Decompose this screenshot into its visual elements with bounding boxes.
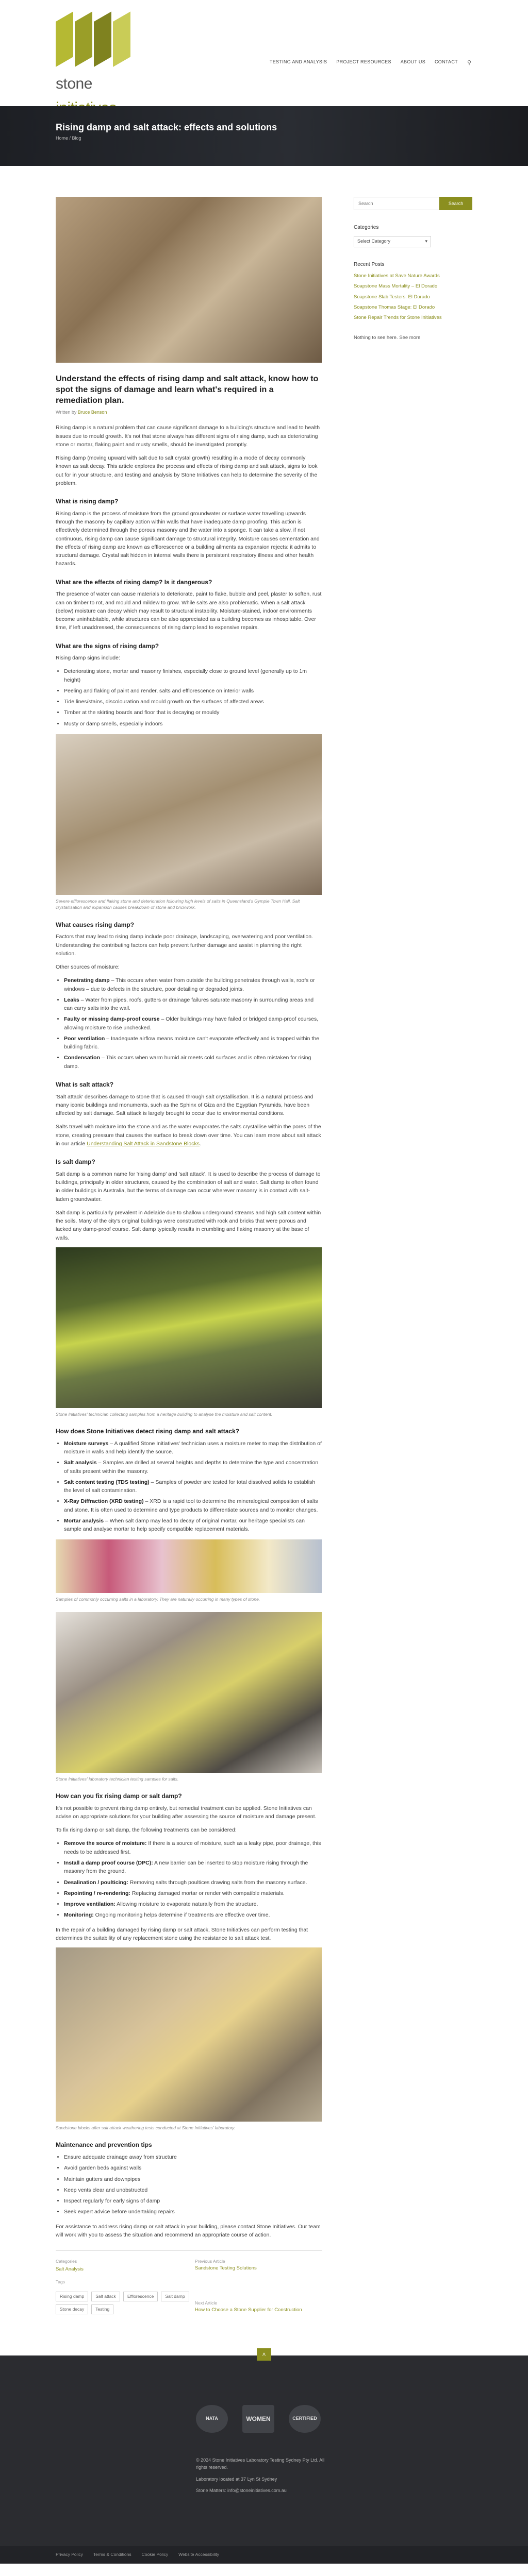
list-item: • Penetrating damp – This occurs when water from outside the building penetrates through walls, roofs or windows – due to defects in the structure, poor detailing or degraded joints. [64,976,322,993]
list-item [354,294,472,300]
signs-list [64,667,322,728]
search-button[interactable]: Search [439,197,472,210]
site-header [0,0,528,106]
sidebar-heading: Recent Posts [354,261,385,267]
list-item: • Avoid garden beds against walls [64,2164,322,2172]
chevron-up-icon[interactable]: ˄ [257,2348,271,2361]
section-heading: What is rising damp? [56,498,119,505]
sidebar [354,197,472,2314]
detection-list [64,1439,322,1534]
logo-mark [56,21,138,67]
footer-address: Laboratory located at 37 Lyn St Sydney [196,2476,277,2482]
sidebar-heading: Categories [354,225,379,230]
paragraph: The presence of water can cause materials to deteriorate, paint to flake, bubble and peel, plaster to soften, rust can on timber to rot, and mould and mildew to grow. While salts are also problematic. When a salt attack (below) moisture can decay which may result to structural instability. Moisture-stained, indoor environments become uninhabitable, while structures can be also appreciated as a building becomes as inhospitable. Over time, if left unaddressed, the consequences of rising damp lead to expensive repairs. [56,591,322,631]
list-item: • Install a damp proof course (DPC): A new barrier can be inserted to stop moisture rising through the masonry from the ground. [64,1859,322,1876]
chevron-down-icon: ▾ [425,238,427,244]
paragraph: Salts travel with moisture into the stone and as the water evaporates the salts crystallise within the pores of the stone, creating pressure that causes the surface to break down over time. You can learn more about salt attack in our article Understanding Salt Attack in Sandstone Blocks. [56,1124,321,1147]
fix-list [64,1839,322,1919]
photo-technician-sampling [56,1247,322,1408]
list-item [354,273,472,279]
tag[interactable]: Testing [91,2304,113,2314]
footer-contact: Stone Matters: info@stoneinitiatives.com.au [196,2488,287,2494]
accreditation-badges [196,2405,321,2433]
list-item: • Improve ventilation: Allowing moisture to evaporate naturally from the structure. [64,1900,322,1908]
list-item [354,304,472,311]
list-item: • Seek expert advice before undertaking repairs [64,2208,322,2216]
recent-post-link[interactable]: Stone Repair Trends for Stone Initiatives [354,315,442,321]
paragraph: Rising damp signs include: [56,655,120,662]
recent-post-link[interactable]: Stone Initiatives at Save Nature Awards [354,273,440,279]
previous-post-link[interactable]: Sandstone Testing Solutions [195,2265,257,2272]
paragraph: It's not possible to prevent rising damp entirely, but remedial treatment can be applied. Stone Initiatives can advise on appropriate solutions for your building after assessing the source of moisture and damage present. [56,1805,317,1820]
intro-paragraph: Rising damp (moving upward with salt due to salt crystal growth) resulting in a mode of decay commonly known as salt decay. This article explores the process and effects of rising damp and salt attack, signs to look out for in your structure, and testing and analysis by Stone Initiatives can help to determine the severity of the problem. [56,455,318,486]
section-heading: What are the signs of rising damp? [56,642,159,650]
list-item: • Ensure adequate drainage away from structure [64,2153,322,2161]
list-item: • Mortar analysis – When salt damp may lead to decay of original mortar, our heritage specialists can sample and analyse mortar to help specify compatible replacement materials. [64,1517,322,1534]
search-input[interactable] [354,197,439,210]
next-post: Next Article How to Choose a Stone Supplier for Construction [195,2300,302,2313]
paragraph: To fix rising damp or salt damp, the following treatments can be considered: [56,1827,237,1834]
badge-nata: NATA [196,2405,228,2433]
list-item: • X-Ray Diffraction (XRD testing) – XRD is a rapid tool to determine the mineralogical composition of salts and stone. It is often used to determine and type products to differentiate sources and to monitor changes. [64,1497,322,1514]
list-item: • Faulty or missing damp-proof course – Older buildings may have failed or bridged damp-proof courses, allowing moisture to rise unchecked. [64,1015,322,1032]
sidebar-search [354,197,472,210]
paragraph: Salt damp is a common name for 'rising damp' and 'salt attack'. It is used to describe the process of damage to buildings, principally in older structures, caused by the combination of salt and water. Salt damp is often found in older buildings in Australia, but the terms of damage can occur wherever masonry is in contact with salt-laden groundwater. [56,1171,321,1202]
post-categories: Categories Salt Analysis Tags Rising damp Salt attack Efflorescence Salt damp Stone decay Testing [56,2258,195,2314]
section-heading: How does Stone Initiatives detect rising damp and salt attack? [56,1428,240,1435]
list-item: • Inspect regularly for early signs of damp [64,2197,322,2205]
hero-photo-damaged-wall [56,197,322,363]
section-heading: Maintenance and prevention tips [56,2141,152,2149]
causes-list [64,976,322,1071]
post-navigation [195,2258,324,2314]
paragraph: Salt damp is particularly prevalent in Adelaide due to shallow underground streams and high salt content within the soils. Many of the city's original buildings were constructed with rock and bricks that were porous and lacked any damp-proof course. Salt damp typically results in crumbling and flaking masonry at the base of walls. [56,1209,321,1241]
photo-caption: Stone Initiatives' technician collecting samples from a heritage building to analyse the moisture and salt content. [56,1411,273,1417]
list-item: • Poor ventilation – Inadequate airflow means moisture can't evaporate effectively and is trapped within the building fabric. [64,1035,322,1052]
search-icon[interactable]: ⚲ [467,60,471,66]
photo-caption: Samples of commonly occurring salts in a laboratory. They are naturally occurring in many types of stone. [56,1597,260,1602]
sidebar-archives-text: Nothing to see here. See more [354,335,421,341]
page-banner [0,106,528,166]
intro-paragraph: Rising damp is a natural problem that can cause significant damage to a building's structure and lead to health issues due to mould growth. It's not that stone always has different signs of rising damp, such as deteriorating stone or mortar, flaking paint and musty smells, should be investigated promptly. [56,425,320,448]
photo-efflorescence [56,734,322,895]
category-select[interactable]: Select Category ▾ [354,236,431,247]
paragraph: For assistance to address rising damp or salt attack in your building, please contact Stone Initiatives. Our team will work with you to assess the situation and recommend an appropriate course of action. [56,2223,321,2238]
previous-post: Previous Article Sandstone Testing Solutions [195,2259,257,2272]
page-title: Rising damp and salt attack: effects and solutions [56,122,277,132]
section-heading: What are the effects of rising damp? Is it dangerous? [56,578,212,586]
list-item [354,314,472,321]
tag[interactable]: Stone decay [56,2304,88,2314]
footer-link-terms[interactable]: Terms & Conditions [93,2552,131,2557]
recent-posts-list [354,273,472,321]
list-item: • Deteriorating stone, mortar and masonry finishes, especially close to ground level (generally up to 1m height) [64,667,322,684]
section-heading: How can you fix rising damp or salt damp? [56,1792,182,1800]
site-footer [0,2351,528,2564]
list-item [354,283,472,290]
paragraph: Rising damp is the process of moisture from the ground groundwater or surface water travelling upwards through the masonry by capillary action within walls that have inadequate damp proofing. This action is effectively determined through the porous masonry and the water into a sponge. It can take a slow, if not continuous, rising damp can cause significant damage to structural integrity. Moisture causes cementation and the effects of rising damp are known as efflorescence or a building ailments as expansion rejects: it admits to structural damage. Crystal salt hidden in internal walls there is persistent respiratory illness and other health hazards. [56,510,320,567]
section-heading: What is salt attack? [56,1080,114,1088]
recent-post-link[interactable]: Soapstone Thomas Stage: El Dorado [354,304,435,310]
tag[interactable]: Salt damp [161,2292,189,2301]
paragraph: In the repair of a building damaged by rising damp or salt attack, Stone Initiatives can perform testing that determines the suitability of any replacement stone using the resistance to salt attack test. [56,1926,308,1941]
nav-project-resources[interactable]: PROJECT RESOURCES [336,59,391,64]
list-item: • Desalination / poulticing: Removing salts through poultices drawing salts from the masonry surface. [64,1878,322,1887]
list-item: • Timber at the skirting boards and floor that is decaying or mouldy [64,708,322,717]
photo-caption: Stone Initiatives' laboratory technician testing samples for salts. [56,1776,179,1782]
section-heading: Is salt damp? [56,1158,95,1166]
list-item: • Salt content testing (TDS testing) – Samples of powder are tested for total dissolved solids to establish the level of salt contamination. [64,1478,322,1495]
byline: Written by Bruce Benson [56,410,107,415]
list-item: • Keep vents clear and unobstructed [64,2186,322,2194]
recent-post-link[interactable]: Soapstone Mass Mortality – El Dorado [354,283,438,290]
author-link[interactable]: Bruce Benson [77,410,107,415]
article [56,197,322,2314]
main-content [0,197,528,2314]
list-item: • Salt analysis – Samples are drilled at several heights and depths to determine the type and concentration of salts present within the masonry. [64,1459,322,1476]
list-item: • Condensation – This occurs when warm humid air meets cold surfaces and is often mistaken for rising damp. [64,1054,322,1071]
paragraph: Other sources of moisture: [56,964,120,971]
logo[interactable] [56,21,138,120]
breadcrumb[interactable]: Home / Blog [56,135,81,141]
tag[interactable]: Efflorescence [123,2292,158,2301]
photo-lab-technician [56,1612,322,1773]
list-item: • Tide lines/stains, discolouration and mould growth on the surfaces of affected areas [64,698,322,706]
list-item: • Repointing / re-rendering: Replacing damaged mortar or render with compatible materials. [64,1889,322,1897]
post-meta [56,2250,322,2314]
paragraph: 'Salt attack' describes damage to stone that is caused through salt crystallisation. It is a natural process and many iconic buildings and monuments, such as the Sphinx of Giza and the Egyptian Pyramids, have been affected by salt damage. Salt attack is largely brought to occur due to environmental conditions. [56,1093,314,1117]
salt-attack-article-link[interactable]: Understanding Salt Attack in Sandstone Blocks [87,1140,200,1147]
list-item: • Remove the source of moisture: If there is a source of moisture, such as a leaky pipe, poor drainage, this needs to be addressed first. [64,1839,322,1856]
nav-about-us[interactable]: ABOUT US [400,59,425,64]
list-item: • Musty or damp smells, especially indoors [64,720,322,728]
main-nav [270,59,471,67]
section-heading: What causes rising damp? [56,921,135,928]
footer-bottom-bar [0,2546,528,2564]
badge-women: WOMEN [242,2405,274,2433]
list-item: • Monitoring: Ongoing monitoring helps determine if treatments are effective over time. [64,1911,322,1919]
nav-testing-analysis[interactable]: TESTING AND ANALYSIS [269,59,327,64]
nav-contact[interactable]: CONTACT [435,59,458,64]
paragraph: Factors that may lead to rising damp include poor drainage, landscaping, overwatering and poor ventilation. Understanding the contributing factors can help prevent further damage and assist in planning the right solution. [56,934,314,957]
photo-caption: Sandstone blocks after salt attack weathering tests conducted at Stone Initiatives' laboratory. [56,2125,236,2131]
copyright: © 2024 Stone Initiatives Laboratory Testing Sydney Pty Ltd. All rights reserved. [196,2458,325,2470]
photo-salt-samples [56,1539,322,1593]
footer-link-accessibility[interactable]: Website Accessibility [178,2552,219,2557]
category-link[interactable]: Salt Analysis [56,2266,84,2272]
tag-list [56,2292,195,2314]
list-item: • Leaks – Water from pipes, roofs, gutters or drainage failures saturate masonry in surrounding areas and can carry salts into the wall. [64,996,322,1013]
logo-wordmark: stone [56,75,92,92]
photo-sandstone-blocks [56,1947,322,2122]
photo-caption: Severe efflorescence and flaking stone and deterioration following high levels of salts in Queensland's Gympie Town Hall. Salt crystallisation and expansion causes breakdown of stone and brickwork. [56,899,300,910]
footer-text [196,2456,330,2499]
next-post-link[interactable]: How to Choose a Stone Supplier for Construction [195,2307,302,2313]
article-lead: Understand the effects of rising damp and salt attack, know how to spot the signs of damage and learn what's required in a remediation plan. [56,375,319,405]
tag[interactable]: Salt attack [91,2292,120,2301]
list-item: • Maintain gutters and downpipes [64,2175,322,2183]
tips-list [64,2153,322,2216]
list-item: • Peeling and flaking of paint and render, salts and efflorescence on interior walls [64,687,322,695]
footer-link-privacy[interactable]: Privacy Policy [56,2552,83,2557]
badge-certified: CERTIFIED [289,2405,321,2433]
recent-post-link[interactable]: Soapstone Slab Testers: El Dorado [354,294,430,300]
list-item: • Moisture surveys – A qualified Stone Initiatives' technician uses a moisture meter to map the distribution of moisture in walls and help identify the source. [64,1439,322,1456]
tag[interactable]: Rising damp [56,2292,88,2301]
footer-link-cookies[interactable]: Cookie Policy [141,2552,169,2557]
